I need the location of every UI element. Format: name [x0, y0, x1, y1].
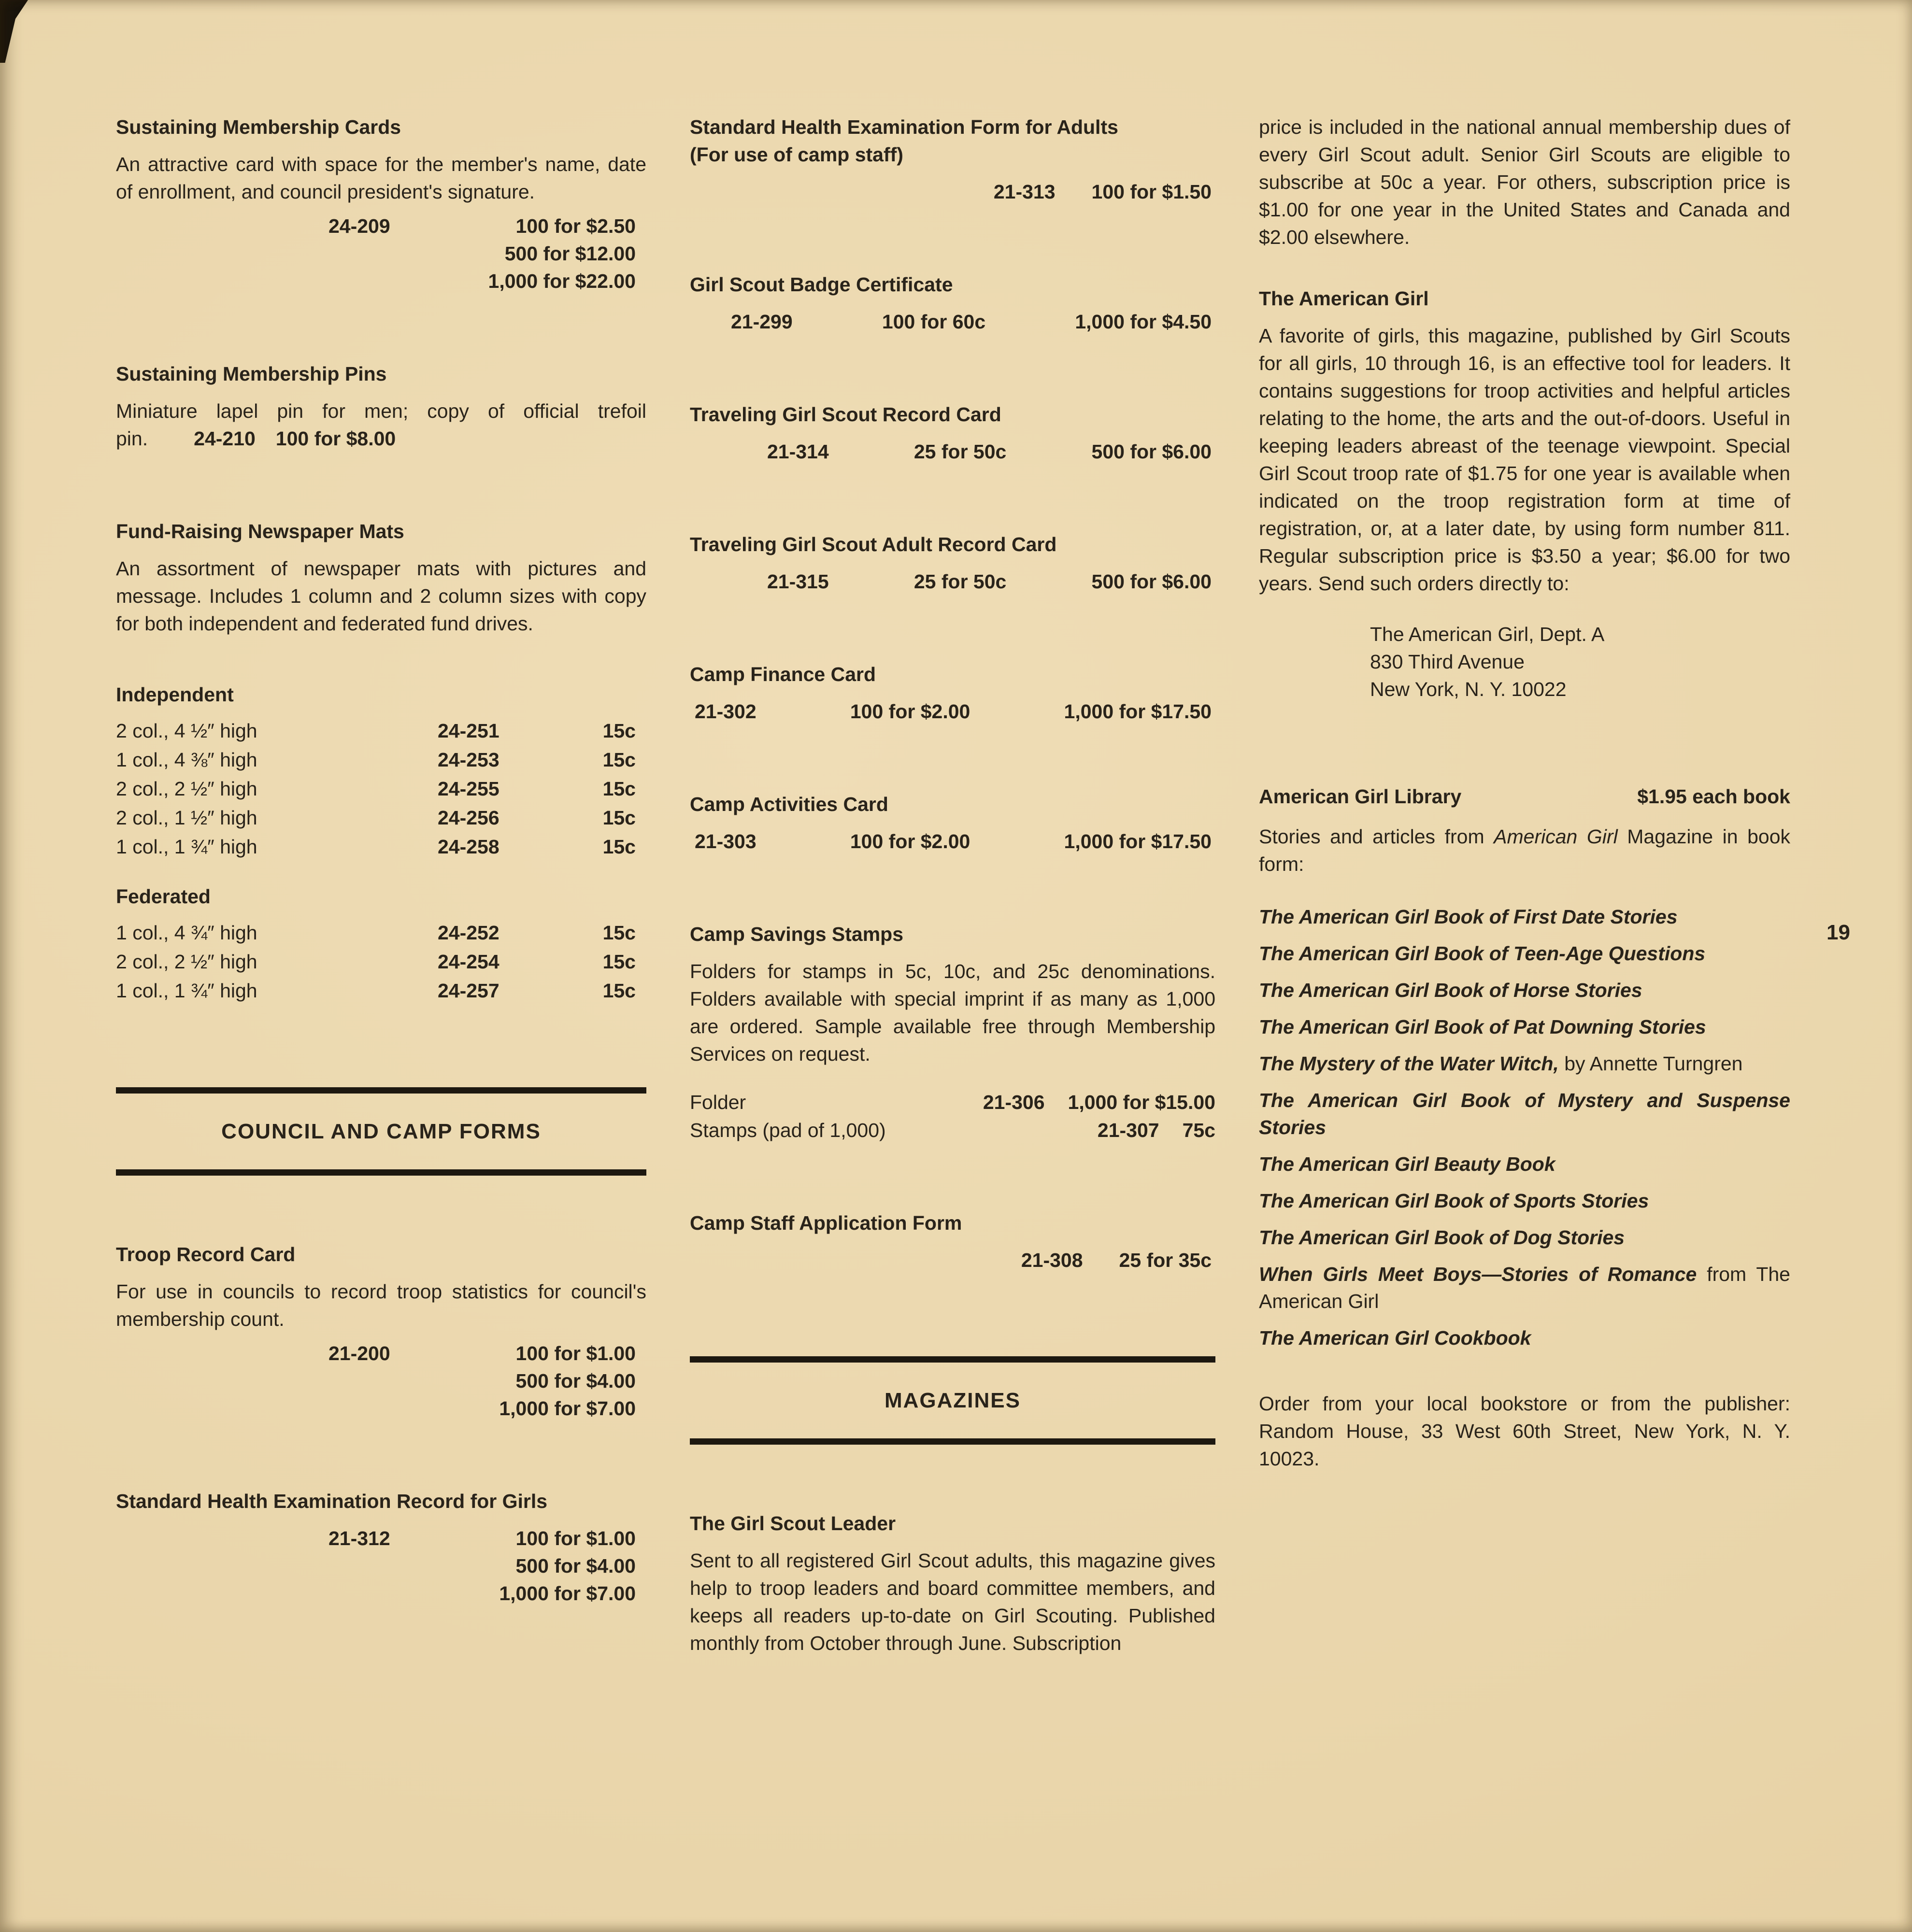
- mat-size-label: 1 col., 1 ¾″ high: [116, 980, 257, 1002]
- section-american-girl-library: [1259, 783, 1790, 1473]
- book-title-italic: The American Girl Beauty Book: [1259, 1153, 1555, 1175]
- price-row: [690, 698, 1215, 725]
- price-row: [690, 1088, 1215, 1116]
- table-row: [116, 716, 646, 745]
- book-title-italic: The American Girl Book of Horse Stories: [1259, 979, 1642, 1001]
- price-row: [690, 1116, 1215, 1144]
- column-right: [1259, 114, 1790, 1473]
- book-title: [1259, 1087, 1790, 1141]
- item-code: 21-313: [993, 181, 1056, 203]
- section-troop-record-card: [116, 1241, 646, 1422]
- price-row: [690, 308, 1215, 336]
- book-title: [1259, 903, 1790, 930]
- address-line: New York, N. Y. 10022: [1370, 678, 1567, 700]
- price-amount: 500 for $4.00: [515, 1370, 636, 1392]
- book-title-roman: from The American Girl: [1259, 1263, 1790, 1312]
- page-columns: [116, 114, 1790, 1657]
- item-heading: Camp Staff Application Form: [690, 1212, 962, 1234]
- table-row: [116, 803, 646, 832]
- price-block: [116, 213, 646, 295]
- stamps-label: Stamps (pad of 1,000): [690, 1119, 886, 1141]
- section-health-record-girls: [116, 1488, 646, 1607]
- item-heading: Sustaining Membership Pins: [116, 363, 387, 385]
- price-amount: 100 for $1.00: [515, 1527, 636, 1549]
- mat-size-label: 1 col., 4 ⅜″ high: [116, 749, 257, 771]
- section-camp-activities-card: [690, 791, 1215, 855]
- item-code: 21-315: [767, 570, 829, 593]
- price-row: [116, 1340, 646, 1367]
- intro-text: Stories and articles from: [1259, 825, 1494, 848]
- price-amount: 25 for 35c: [1119, 1249, 1212, 1271]
- book-title-italic: The American Girl Book of Mystery and Suspense Stories: [1259, 1089, 1790, 1138]
- banner-heading: MAGAZINES: [885, 1389, 1021, 1412]
- price-amount: 500 for $4.00: [515, 1555, 636, 1577]
- price-amount: 15c: [602, 980, 636, 1002]
- item-code: 24-255: [438, 778, 499, 800]
- table-row: [116, 976, 646, 1005]
- book-title: [1259, 1151, 1790, 1178]
- section-camp-staff-application: [690, 1209, 1215, 1274]
- section-traveling-record-card: [690, 401, 1215, 466]
- price-row: [116, 1367, 646, 1395]
- price-amount: 15c: [602, 807, 636, 829]
- column-middle: [690, 114, 1215, 1657]
- book-title-italic: The American Girl Book of Dog Stories: [1259, 1226, 1625, 1249]
- banner-rule-top: [116, 1087, 646, 1094]
- item-code: 21-307: [1097, 1119, 1159, 1141]
- price-row: [116, 213, 646, 240]
- book-title-italic: The American Girl Book of First Date Stories: [1259, 906, 1678, 928]
- table-subheading: Independent: [116, 683, 234, 706]
- item-description: For use in councils to record troop statistics for council's membership count.: [116, 1280, 646, 1330]
- council-and-camp-forms-banner: [116, 1087, 646, 1176]
- section-camp-savings-stamps: [690, 921, 1215, 1144]
- item-heading: Standard Health Examination Form for Adults (For use of camp staff): [690, 116, 1118, 166]
- item-heading: Sustaining Membership Cards: [116, 116, 401, 138]
- price-block: [116, 1340, 646, 1422]
- library-intro: [1259, 823, 1790, 878]
- table-row: [116, 832, 646, 861]
- item-heading: Standard Health Examination Record for Girls: [116, 1490, 548, 1512]
- order-instructions: Order from your local bookstore or from the publisher: Random House, 33 West 60th Street, New York, N. Y. 10023.: [1259, 1392, 1790, 1470]
- pins-body-text: Miniature lapel pin for men; copy of official trefoil pin.: [116, 400, 646, 450]
- intro-magazine-name: American Girl: [1494, 825, 1618, 848]
- price-amount: 100 for $2.00: [850, 700, 970, 723]
- price-amount: 1,000 for $4.50: [1075, 311, 1212, 333]
- book-title: [1259, 1013, 1790, 1040]
- item-heading: Camp Savings Stamps: [690, 923, 904, 945]
- item-code: 21-314: [767, 440, 829, 463]
- price-amount: 500 for $6.00: [1091, 440, 1212, 463]
- price-row: [690, 828, 1215, 855]
- book-title-italic: The American Girl Book of Pat Downing Stories: [1259, 1016, 1706, 1038]
- table-row: [116, 947, 646, 976]
- price-amount: 100 for $8.00: [275, 427, 396, 450]
- section-sustaining-membership-cards: [116, 114, 646, 295]
- mat-size-label: 2 col., 2 ½″ high: [116, 778, 257, 800]
- book-title: [1259, 977, 1790, 1004]
- price-amount: 15c: [602, 951, 636, 973]
- price-amount: 15c: [602, 720, 636, 742]
- price-amount: 500 for $6.00: [1091, 570, 1212, 593]
- item-code: 24-257: [438, 980, 499, 1002]
- price-amount: 1,000 for $15.00: [1068, 1091, 1215, 1113]
- item-heading: American Girl Library: [1259, 785, 1462, 808]
- item-heading: The Girl Scout Leader: [690, 1512, 896, 1534]
- library-heading-row: [1259, 783, 1790, 810]
- price-amount: 1,000 for $22.00: [488, 270, 636, 292]
- book-title: [1259, 1261, 1790, 1315]
- banner-rule-bottom: [116, 1169, 646, 1176]
- item-code: 24-209: [328, 215, 390, 237]
- table-row: [116, 918, 646, 947]
- price-amount: 1,000 for $7.00: [499, 1397, 636, 1420]
- price-amount: $1.95 each book: [1637, 785, 1790, 808]
- address-line: 830 Third Avenue: [1370, 651, 1525, 673]
- table-row: [116, 774, 646, 803]
- item-code: 21-299: [731, 311, 793, 333]
- item-code: 24-210: [194, 427, 256, 450]
- price-amount: 15c: [602, 922, 636, 944]
- price-row: [116, 1580, 646, 1607]
- item-heading: Traveling Girl Scout Adult Record Card: [690, 533, 1057, 555]
- item-code: 21-303: [695, 830, 756, 852]
- book-list: [1259, 903, 1790, 1351]
- price-group: [983, 1088, 1215, 1116]
- section-fund-raising-newspaper-mats: [116, 518, 646, 638]
- price-amount: 100 for $1.50: [1091, 181, 1212, 203]
- price-amount: 25 for 50c: [913, 440, 1007, 463]
- item-code: 21-302: [695, 700, 756, 723]
- mats-federated-table: [116, 883, 646, 1005]
- section-traveling-adult-record-card: [690, 531, 1215, 596]
- scan-corner-artifact: [0, 0, 28, 63]
- book-title: [1259, 940, 1790, 967]
- price-row: [116, 240, 646, 268]
- section-sustaining-membership-pins: [116, 360, 646, 453]
- price-amount: 25 for 50c: [913, 570, 1007, 593]
- price-amount: 100 for $2.50: [515, 215, 636, 237]
- section-camp-finance-card: [690, 661, 1215, 725]
- price-amount: 75c: [1182, 1119, 1215, 1141]
- item-description: [116, 398, 646, 453]
- item-code: 24-256: [438, 807, 499, 829]
- price-row: [690, 178, 1215, 206]
- book-title: [1259, 1050, 1790, 1077]
- price-row: [116, 1552, 646, 1580]
- price-amount: 100 for 60c: [882, 311, 986, 333]
- item-heading: The American Girl: [1259, 287, 1429, 310]
- price-group: [1098, 1116, 1215, 1144]
- item-description: Sent to all registered Girl Scout adults, this magazine gives help to troop leaders and board committee members, and keeps all readers up-to-date on Girl Scouting. Published monthly from October through June. Subscription: [690, 1549, 1215, 1654]
- book-title-italic: The American Girl Book of Teen-Age Questions: [1259, 942, 1706, 965]
- mat-size-label: 1 col., 4 ¾″ high: [116, 922, 257, 944]
- price-row: [690, 568, 1215, 596]
- banner-heading: COUNCIL AND CAMP FORMS: [221, 1120, 541, 1143]
- item-description: Folders for stamps in 5c, 10c, and 25c denominations. Folders available with special imprint if as many as 1,000 are ordered. Sample available free through Membership Services on request.: [690, 960, 1215, 1065]
- price-amount: 500 for $12.00: [504, 242, 636, 265]
- item-code: 24-254: [438, 951, 499, 973]
- book-title: [1259, 1224, 1790, 1251]
- banner-rule-top: [690, 1356, 1215, 1363]
- item-heading: Girl Scout Badge Certificate: [690, 273, 953, 296]
- folder-label: Folder: [690, 1091, 746, 1113]
- price-block: [116, 1525, 646, 1607]
- item-heading: Camp Finance Card: [690, 663, 876, 685]
- item-description: An attractive card with space for the member's name, date of enrollment, and council president's signature.: [116, 153, 646, 203]
- table-subheading: Federated: [116, 885, 211, 908]
- savings-price-rows: [690, 1088, 1215, 1144]
- section-girl-scout-leader: [690, 1510, 1215, 1657]
- mat-size-label: 2 col., 1 ½″ high: [116, 807, 257, 829]
- item-code: 21-308: [1021, 1249, 1083, 1271]
- price-amount: 15c: [602, 836, 636, 858]
- price-row: [690, 438, 1215, 466]
- mats-independent-table: [116, 681, 646, 861]
- item-description: A favorite of girls, this magazine, published by Girl Scouts for all girls, 10 through 16, is an effective tool for leaders. It contains suggestions for troop activities and helpful articles relating to the home, the arts and the out-of-doors. Useful in keeping leaders abreast of the teenage viewpoint. Special Girl Scout troop rate of $1.75 for one year is available when indicated on the troop registration form at time of registration, or, at a later date, by using form number 811. Regular subscription price is $3.50 a year; $6.00 for two years. Send such orders directly to:: [1259, 325, 1790, 595]
- book-title-italic: When Girls Meet Boys—Stories of Romance: [1259, 1263, 1697, 1285]
- price-row: [690, 1247, 1215, 1274]
- mat-size-label: 1 col., 1 ¾″ high: [116, 836, 257, 858]
- item-heading: Camp Activities Card: [690, 793, 888, 815]
- section-the-american-girl: [1259, 285, 1790, 703]
- book-title-italic: The American Girl Cookbook: [1259, 1327, 1531, 1349]
- address-line: The American Girl, Dept. A: [1370, 623, 1605, 645]
- price-amount: 100 for $2.00: [850, 830, 970, 852]
- mat-size-label: 2 col., 4 ½″ high: [116, 720, 257, 742]
- item-code: 21-306: [983, 1091, 1045, 1113]
- item-heading: Troop Record Card: [116, 1243, 296, 1265]
- book-title-italic: The Mystery of the Water Witch,: [1259, 1052, 1559, 1075]
- price-amount: 100 for $1.00: [515, 1342, 636, 1364]
- book-title-roman: by Annette Turngren: [1558, 1052, 1743, 1075]
- mailing-address: [1370, 621, 1790, 703]
- item-code: 21-200: [328, 1342, 390, 1364]
- price-amount: 15c: [602, 749, 636, 771]
- item-code: 24-258: [438, 836, 499, 858]
- item-heading: Traveling Girl Scout Record Card: [690, 403, 1001, 426]
- mat-size-label: 2 col., 2 ½″ high: [116, 951, 257, 973]
- item-code: 24-253: [438, 749, 499, 771]
- banner-rule-bottom: [690, 1438, 1215, 1445]
- section-badge-certificate: [690, 271, 1215, 336]
- magazines-banner: [690, 1356, 1215, 1445]
- price-row: [116, 1525, 646, 1552]
- item-description: An assortment of newspaper mats with pictures and message. Includes 1 column and 2 column sizes with copy for both independent and federated fund drives.: [116, 557, 646, 635]
- intro-text: Magazine in book form:: [1259, 825, 1790, 875]
- item-code: 21-312: [328, 1527, 390, 1549]
- table-row: [116, 745, 646, 774]
- price-row: [116, 1395, 646, 1422]
- price-amount: 15c: [602, 778, 636, 800]
- price-amount: 1,000 for $17.50: [1064, 700, 1212, 723]
- price-amount: 1,000 for $17.50: [1064, 830, 1212, 852]
- item-code: 24-251: [438, 720, 499, 742]
- item-code: 24-252: [438, 922, 499, 944]
- price-amount: 1,000 for $7.00: [499, 1582, 636, 1605]
- page-number: 19: [1826, 921, 1850, 944]
- book-title-italic: The American Girl Book of Sports Stories: [1259, 1190, 1649, 1212]
- price-row: [116, 268, 646, 295]
- book-title: [1259, 1324, 1790, 1351]
- leader-continued-paragraph: price is included in the national annual membership dues of every Girl Scout adult. Senior Girl Scouts are eligible to subscribe at 50c a year. For others, subscription price is $1.00 for one year in the United States and Canada and $2.00 elsewhere.: [1259, 116, 1790, 248]
- item-heading: Fund-Raising Newspaper Mats: [116, 520, 404, 542]
- column-left: [116, 114, 646, 1607]
- section-health-form-adults: [690, 114, 1215, 206]
- book-title: [1259, 1187, 1790, 1214]
